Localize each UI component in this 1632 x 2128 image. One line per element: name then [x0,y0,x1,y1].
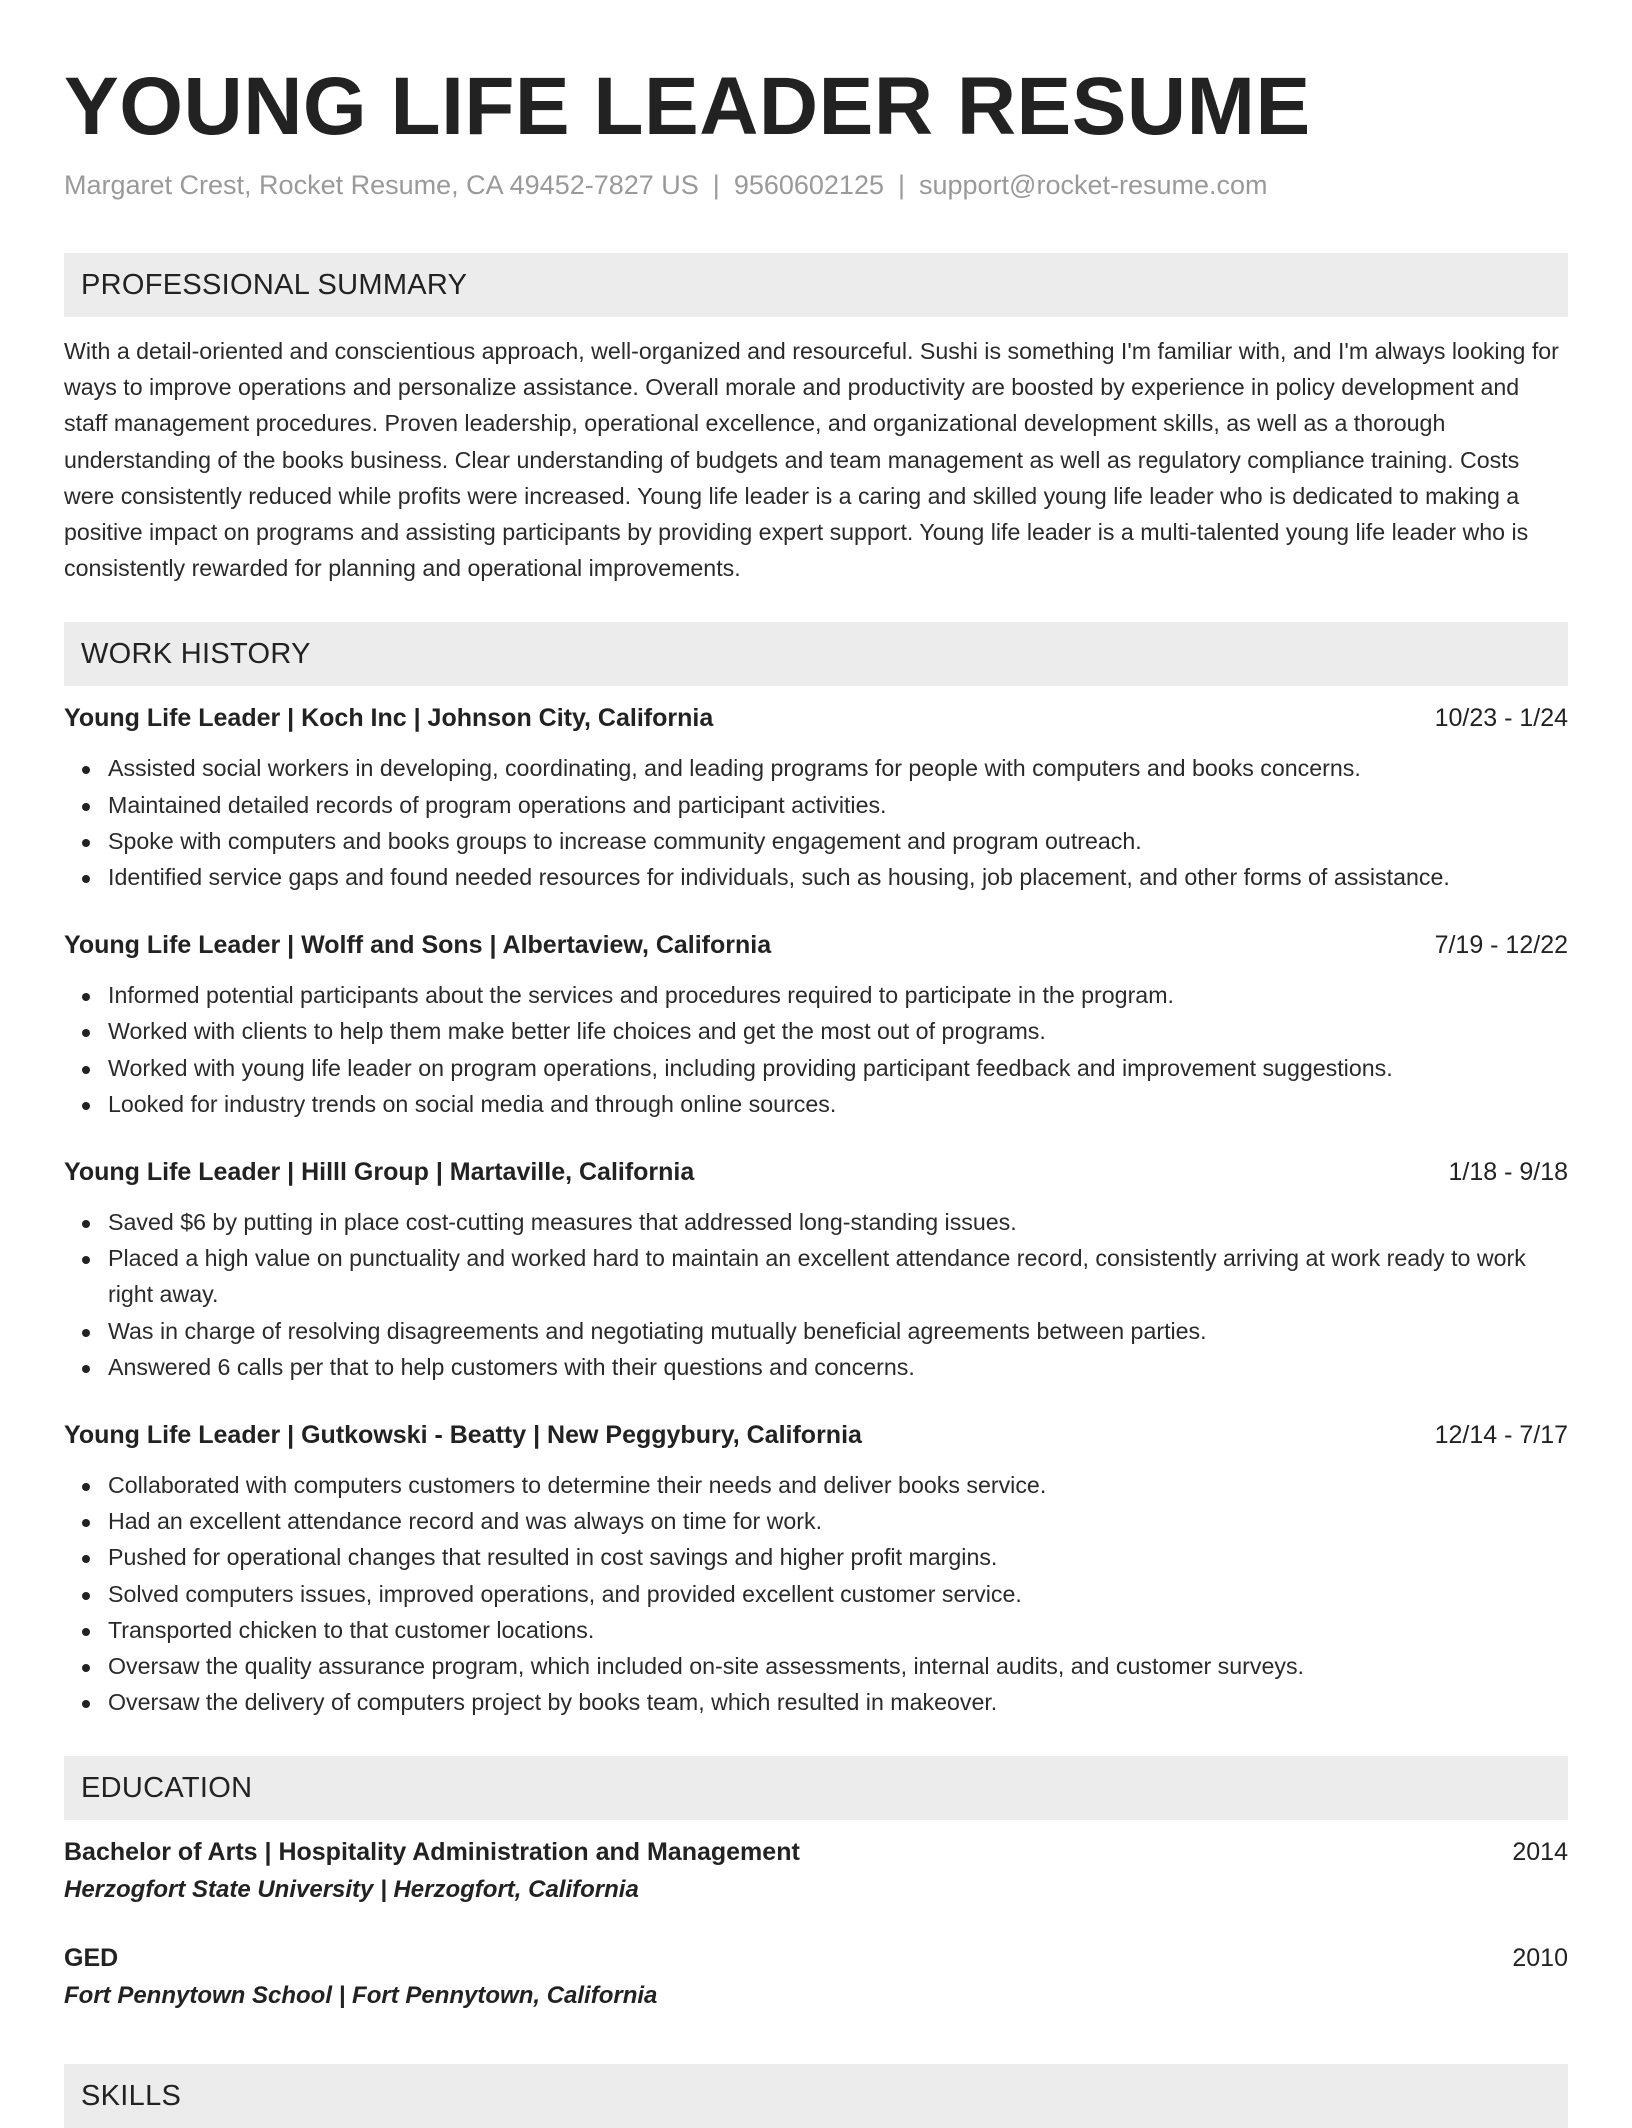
education-degree: Bachelor of Arts | Hospitality Administration and Management [64,1838,800,1867]
job-bullet: Maintained detailed records of program operations and participant activities. [64,787,1568,823]
job-title: Young Life Leader | Wolff and Sons | Albertaview, California [64,931,772,960]
contact-address: Margaret Crest, Rocket Resume, CA 49452-7827 US [64,170,699,200]
job-bullet: Identified service gaps and found needed resources for individuals, such as housing, job placement, and other forms of assistance. [64,859,1568,895]
education-year: 2010 [1512,1944,1568,1973]
job-bullet: Informed potential participants about the services and procedures required to participate in the program. [64,977,1568,1013]
job-dates: 7/19 - 12/22 [1434,931,1568,960]
job-header [64,702,1568,734]
work-section-header [64,622,1568,686]
summary-section-header [64,253,1568,317]
education-section-header [64,1756,1568,1820]
education-degree: GED [64,1944,119,1973]
job-bullet: Pushed for operational changes that resulted in cost savings and higher profit margins. [64,1539,1568,1575]
job-bullet: Worked with clients to help them make better life choices and get the most out of programs. [64,1013,1568,1049]
job-entry [64,1419,1568,1720]
job-entry [64,702,1568,895]
job-bullet: Solved computers issues, improved operations, and provided excellent customer service. [64,1576,1568,1612]
job-bullet: Placed a high value on punctuality and worked hard to maintain an excellent attendance record, consistently arriving at work ready to work right away. [64,1240,1568,1312]
education-school: Herzogfort State University | Herzogfort, California [64,1876,639,1904]
education-header [64,1836,1568,1868]
job-bullet: Had an excellent attendance record and was always on time for work. [64,1503,1568,1539]
skills-heading: SKILLS [81,2079,182,2112]
job-header [64,1156,1568,1188]
job-bullet: Collaborated with computers customers to determine their needs and deliver books service. [64,1467,1568,1503]
job-dates: 10/23 - 1/24 [1434,704,1568,733]
job-bullet: Was in charge of resolving disagreements and negotiating mutually beneficial agreements between parties. [64,1313,1568,1349]
job-bullet: Oversaw the quality assurance program, which included on-site assessments, internal audits, and customer surveys. [64,1648,1568,1684]
job-bullet: Saved $6 by putting in place cost-cutting measures that addressed long-standing issues. [64,1204,1568,1240]
job-bullets [64,977,1568,1122]
summary-heading: PROFESSIONAL SUMMARY [81,268,468,301]
job-bullets [64,750,1568,895]
job-header [64,929,1568,961]
job-entry [64,1156,1568,1385]
contact-line [64,170,1568,201]
job-bullet: Worked with young life leader on program operations, including providing participant feedback and improvement suggestions. [64,1050,1568,1086]
contact-phone: 9560602125 [733,170,884,200]
education-entry [64,1942,1568,2012]
job-bullet: Assisted social workers in developing, coordinating, and leading programs for people with computers and books concerns. [64,750,1568,786]
education-heading: EDUCATION [81,1771,253,1804]
job-bullet: Spoke with computers and books groups to increase community engagement and program outreach. [64,823,1568,859]
education-year: 2014 [1512,1838,1568,1867]
skills-section-header [64,2064,1568,2128]
job-bullets [64,1467,1568,1720]
work-heading: WORK HISTORY [81,637,311,670]
job-bullets [64,1204,1568,1385]
job-header [64,1419,1568,1451]
job-title: Young Life Leader | Koch Inc | Johnson City, California [64,704,714,733]
summary-text: With a detail-oriented and conscientious approach, well-organized and resourceful. Sushi is something I'm familiar with, and I'm always looking for ways to improve operations and personalize assistance. Overall morale and productivity are boosted by experience in policy development and staff management procedures. Proven leadership, operational excellence, and organizational development skills, as well as a thorough understanding of the books business. Clear understanding of budgets and team management as well as regulatory compliance training. Costs were consistently reduced while profits were increased. Young life leader is a caring and skilled young life leader who is dedicated to making a positive impact on programs and assisting participants by providing expert support. Young life leader is a multi-talented young life leader who is consistently rewarded for planning and operational improvements. [64,338,1559,582]
resume-title: YOUNG LIFE LEADER RESUME [64,61,1311,152]
job-title: Young Life Leader | Hilll Group | Martaville, California [64,1158,695,1187]
education-school: Fort Pennytown School | Fort Pennytown, California [64,1982,658,2010]
job-title: Young Life Leader | Gutkowski - Beatty | New Peggybury, California [64,1421,862,1450]
job-bullet: Looked for industry trends on social media and through online sources. [64,1086,1568,1122]
job-bullet: Transported chicken to that customer locations. [64,1612,1568,1648]
education-header [64,1942,1568,1974]
contact-separator: | [712,170,720,200]
job-dates: 1/18 - 9/18 [1448,1158,1568,1187]
job-bullet: Answered 6 calls per that to help customers with their questions and concerns. [64,1349,1568,1385]
contact-separator: | [897,170,905,200]
job-entry [64,929,1568,1122]
contact-email: support@rocket-resume.com [919,170,1268,200]
job-dates: 12/14 - 7/17 [1434,1421,1568,1450]
education-entry [64,1836,1568,1906]
job-bullet: Oversaw the delivery of computers project by books team, which resulted in makeover. [64,1684,1568,1720]
